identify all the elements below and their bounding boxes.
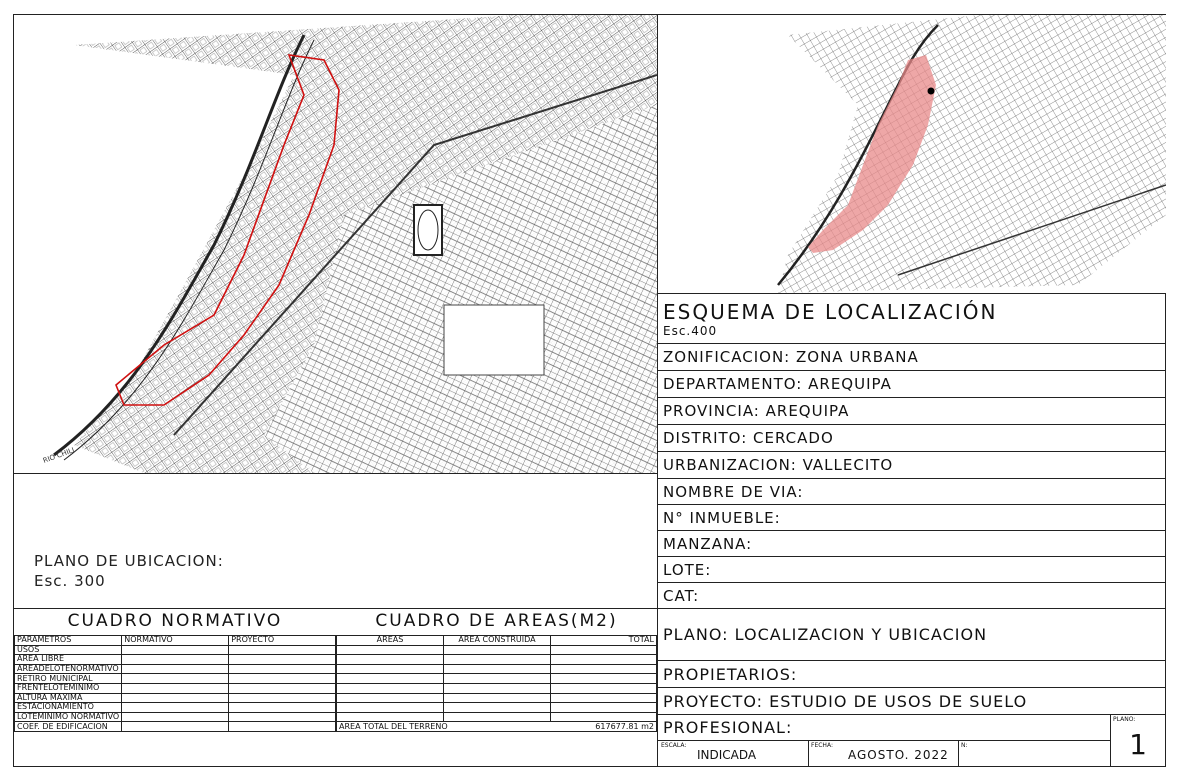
total-row [337,722,657,732]
location-title-block [658,293,1166,343]
escala-value: INDICADA [697,748,757,762]
plano-number: 1 [1129,728,1147,761]
table-row [337,664,657,674]
header-areas: AREAS [337,636,444,646]
param-cell: USOS [15,645,122,655]
info-row-distrito: DISTRITO: CERCADO [658,424,1166,451]
table-row [337,674,657,684]
info-row-nombre-via: NOMBRE DE VIA: [658,478,1166,504]
info-row-provincia: PROVINCIA: AREQUIPA [658,397,1166,424]
header-normativo: NORMATIVO [122,636,229,646]
table-row [15,645,336,655]
location-map-drawing [658,15,1166,293]
cuadro-normativo-table [14,635,336,732]
param-cell: FRENTELOTEMINIMO [15,683,122,693]
site-plan-scale: Esc. 300 [34,572,106,590]
param-cell: AREA LIBRE [15,655,122,665]
header-parametros: PARAMETROS [15,636,122,646]
site-plan-map-drawing [14,15,657,473]
site-plan-title: PLANO DE UBICACION: [34,552,224,570]
param-cell: COEF. DE EDIFICACION [15,722,122,732]
location-scale: Esc.400 [663,323,718,338]
header-total: TOTAL [551,636,657,646]
param-cell: RETIRO MUNICIPAL [15,674,122,684]
table-row [15,664,336,674]
cuadro-normativo-title: CUADRO NORMATIVO [67,611,283,631]
header-area-construida: AREA CONSTRUIDA [444,636,551,646]
info-row-inmueble: N° INMUEBLE: [658,504,1166,530]
info-row-zonificacion: ZONIFICACION: ZONA URBANA [658,343,1166,370]
profesional-field: PROFESIONAL: [658,714,1110,740]
table-row [337,693,657,703]
table-row [15,655,336,665]
info-row-urbanizacion: URBANIZACION: VALLECITO [658,451,1166,478]
fecha-label: FECHA: [811,742,833,749]
info-row-lote: LOTE: [658,556,1166,582]
header-proyecto: PROYECTO [229,636,336,646]
table-row [15,712,336,722]
table-row [337,645,657,655]
fecha-value: AGOSTO. 2022 [848,748,949,762]
table-row [15,722,336,732]
table-row [15,674,336,684]
table-row [337,712,657,722]
table-header-row [337,636,657,646]
proyecto-field: PROYECTO: ESTUDIO DE USOS DE SUELO [658,687,1166,714]
table-row [15,703,336,713]
total-value: 617677.81 [595,721,639,731]
location-title: ESQUEMA DE LOCALIZACIÓN [663,299,998,324]
table-header-row [15,636,336,646]
param-cell: ESTACIONAMIENTO [15,703,122,713]
info-row-departamento: DEPARTAMENTO: AREQUIPA [658,370,1166,397]
numero-label: N: [961,742,968,749]
location-marker [928,88,935,95]
plano-title: PLANO: LOCALIZACION Y UBICACION [658,608,1166,660]
cuadro-areas-table [336,635,657,732]
total-cell [551,722,657,732]
info-row-manzana: MANZANA: [658,530,1166,556]
escala-label: ESCALA: [661,742,687,749]
propietarios-field: PROPIETARIOS: [658,660,1166,687]
cuadro-areas-title: CUADRO DE AREAS(M2) [375,611,618,631]
river-label: RIO CHILI [41,446,76,465]
location-map [658,15,1166,293]
table-row [15,693,336,703]
site-plan-map [14,15,657,473]
table-row [337,703,657,713]
table-row [337,683,657,693]
total-unit: m2 [641,721,654,731]
info-row-cat: CAT: [658,582,1166,608]
plano-number-label: PLANO: [1113,716,1136,723]
param-cell: ALTURA MAXIMA [15,693,122,703]
table-row [15,683,336,693]
total-label: AREA TOTAL DEL TERRENO [337,722,551,732]
param-cell: LOTEMINIMO NORMATIVO [15,712,122,722]
param-cell: AREADELOTENORMATIVO [15,664,122,674]
table-row [337,655,657,665]
